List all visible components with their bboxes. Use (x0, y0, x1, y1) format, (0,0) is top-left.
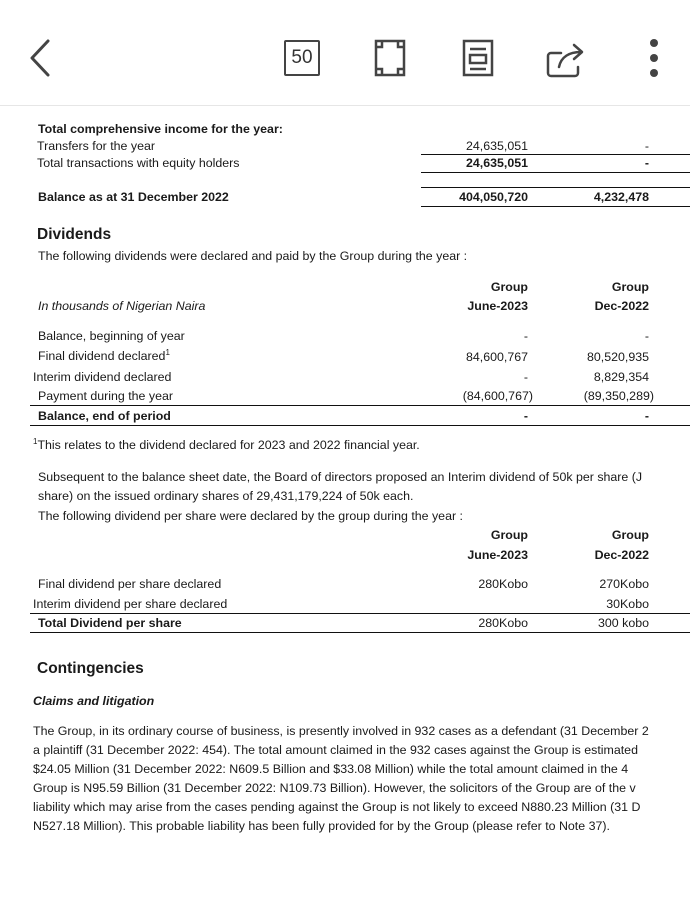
table-cell: - (523, 370, 528, 384)
table-cell: 270Kobo (599, 577, 649, 591)
column-header: Group (490, 528, 528, 542)
document-page (0, 107, 690, 906)
table-cell: 80,520,935 (586, 350, 649, 364)
table-cell: (84,600,767) (462, 389, 533, 403)
equity-value: - (644, 139, 649, 153)
divider (421, 172, 690, 173)
table-cell: - (644, 329, 649, 343)
table-cell: - (523, 409, 528, 423)
divider (30, 425, 690, 426)
table-cell: 8,829,354 (593, 370, 649, 384)
column-header: Dec-2022 (594, 548, 649, 562)
table-cell: 280Kobo (478, 616, 528, 630)
equity-value: 24,635,051 (465, 156, 528, 170)
paragraph: Subsequent to the balance sheet date, the Board of directors proposed an Interim dividend of 50k per share (J (38, 470, 643, 484)
equity-value: 404,050,720 (459, 190, 528, 204)
fullscreen-icon (374, 39, 406, 77)
footnote-marker: 1 (33, 436, 38, 446)
table-row-label: Balance, end of period (38, 409, 171, 423)
paragraph-line: $24.05 Million (31 December 2022: N609.5 Billion and $33.08 Million) while the total amount claimed in the 4 (33, 762, 629, 776)
table-row-label: Final dividend per share declared (38, 577, 222, 591)
divider (421, 206, 690, 207)
page-number-button[interactable] (284, 40, 320, 76)
equity-row-label: Total transactions with equity holders (37, 156, 240, 170)
table-cell: 280Kobo (478, 577, 528, 591)
divider (30, 613, 690, 614)
table-row-label (38, 349, 170, 365)
table-cell: 84,600,767 (465, 350, 528, 364)
paragraph-line: Group is N95.59 Billion (31 December 2022: N109.73 Billion). However, the solicitors of the Group are of the v (33, 781, 636, 795)
table-cell: (89,350,289) (583, 389, 654, 403)
divider (30, 405, 690, 406)
more-options-button[interactable] (640, 36, 668, 80)
back-button[interactable] (18, 34, 62, 82)
equity-row-label: Balance as at 31 December 2022 (38, 190, 229, 204)
equity-value: - (644, 156, 649, 170)
paragraph-line: N527.18 Million). This probable liability has been fully provided for by the Group (please refer to Note 37). (33, 819, 610, 833)
page-number: 50 (291, 47, 313, 68)
section-heading: Contingencies (37, 660, 144, 677)
table-row-label-text: Final dividend declared (38, 349, 166, 363)
table-cell: 30Kobo (606, 597, 649, 611)
share-icon (545, 39, 587, 79)
equity-row-label: Transfers for the year (37, 139, 155, 153)
unit-label: In thousands of Nigerian Naira (38, 299, 206, 313)
divider (421, 187, 690, 188)
fit-screen-button[interactable] (372, 38, 408, 78)
paragraph-line: a plaintiff (31 December 2022: 454). The total amount claimed in the 932 cases against the Group is estimated (33, 743, 638, 757)
share-button[interactable] (544, 38, 588, 80)
footnote-text: This relates to the dividend declared for 2023 and 2022 financial year. (37, 438, 420, 452)
reading-mode-button[interactable] (460, 38, 496, 78)
footnote (33, 438, 420, 454)
chevron-left-icon (28, 38, 52, 78)
footnote-marker: 1 (165, 347, 170, 357)
table-row-label: Balance, beginning of year (38, 329, 185, 343)
paragraph-line: The Group, in its ordinary course of business, is presently involved in 932 cases as a defendant (31 December 2 (33, 724, 649, 738)
top-toolbar (0, 0, 690, 106)
column-header: June-2023 (467, 548, 528, 562)
equity-value: 24,635,051 (465, 139, 528, 153)
column-header: June-2023 (467, 299, 528, 313)
column-header: Group (611, 280, 649, 294)
column-header: Group (490, 280, 528, 294)
paragraph: share) on the issued ordinary shares of 29,431,179,224 of 50k each. (38, 489, 414, 503)
section-heading: Dividends (37, 226, 112, 243)
table-cell: - (644, 409, 649, 423)
table-row-label: Interim dividend declared (33, 370, 172, 384)
sub-heading: Claims and litigation (33, 694, 155, 708)
paragraph: The following dividend per share were declared by the group during the year : (38, 509, 463, 523)
table-row-label: Interim dividend per share declared (33, 597, 228, 611)
table-cell: - (523, 329, 528, 343)
divider (30, 632, 690, 633)
column-header: Dec-2022 (594, 299, 649, 313)
column-header: Group (611, 528, 649, 542)
equity-row-label: Total comprehensive income for the year: (38, 122, 283, 136)
paragraph-line: liability which may arise from the cases pending against the Group is not likely to exceed N880.23 Million (31 D (33, 800, 641, 814)
divider (421, 154, 690, 155)
equity-value: 4,232,478 (593, 190, 649, 204)
document-icon (462, 39, 494, 77)
table-row-label: Payment during the year (38, 389, 173, 403)
paragraph: The following dividends were declared and paid by the Group during the year : (38, 249, 468, 263)
table-cell: 300 kobo (598, 616, 649, 630)
more-vertical-icon (649, 38, 659, 78)
table-row-label: Total Dividend per share (38, 616, 182, 630)
